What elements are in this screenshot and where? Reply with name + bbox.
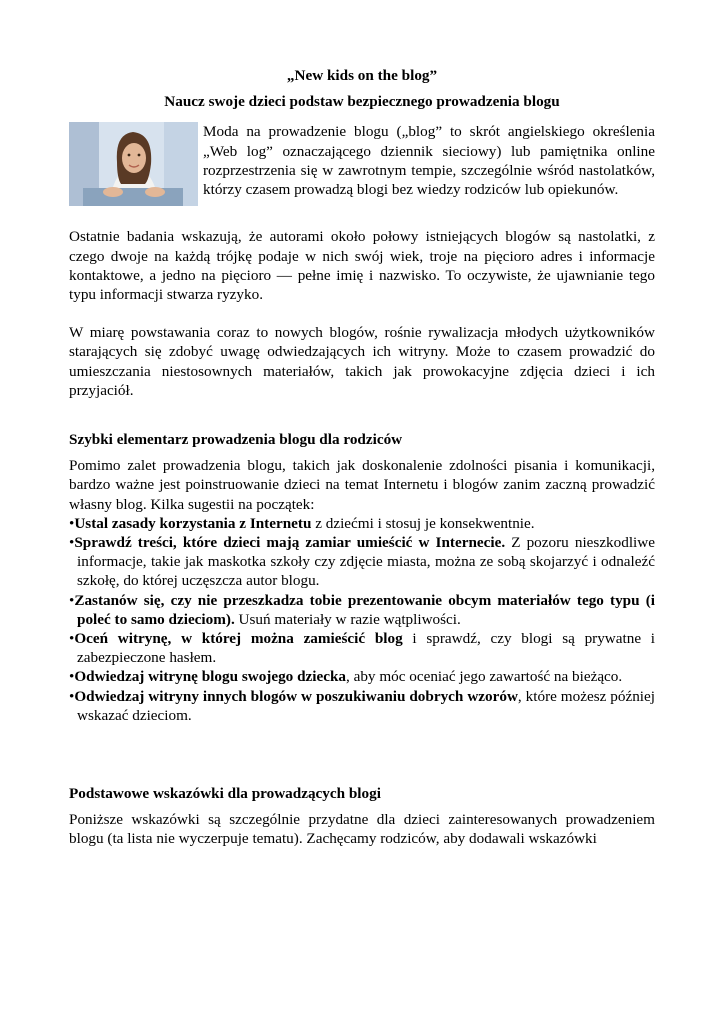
list-item-bold: Oceń witrynę, w której można zamieścić blog bbox=[74, 630, 403, 648]
list-item bbox=[69, 514, 655, 533]
bullet-symbol: • bbox=[69, 591, 75, 609]
list-item-bold: Odwiedzaj witrynę blogu swojego dziecka bbox=[74, 668, 346, 686]
document-subtitle: Naucz swoje dzieci podstaw bezpiecznego prowadzenia blogu bbox=[164, 93, 560, 111]
section-primer-intro: Pomimo zalet prowadzenia blogu, takich jak doskonalenie zdolności pisania i komunikacji, bardzo ważne jest poinstruowanie dzieci na temat Internetu i blogów zanim zaczną prowadzić własny blog. Kilka sugestii na początek: bbox=[69, 457, 655, 513]
list-item bbox=[69, 591, 655, 629]
document-page bbox=[69, 66, 655, 849]
paragraph-statistics: Ostatnie badania wskazują, że autorami około połowy istniejących blogów są nastolatki, z czego dwoje na każdą trójkę podaje w nich swój wiek, troje na pięcioro adres i informacje kontaktowe, a jedno na pięcioro — pełne imię i nazwisko. To oczywiste, że ujawnianie tego typu informacji stwarza ryzyko. bbox=[69, 228, 655, 304]
list-item-bold: Zastanów się, czy nie przeszkadza tobie prezentowanie obcym materiałów tego typu (i poleć to samo dzieciom). bbox=[74, 591, 655, 628]
list-item bbox=[69, 629, 655, 667]
list-item-text: Usuń materiały w razie wątpliwości. bbox=[234, 610, 461, 628]
paragraph-rivalry: W miarę powstawania coraz to nowych blogów, rośnie rywalizacja młodych użytkowników starających się zdobyć uwagę odwiedzających ich witryny. Może to czasem prowadzić do umieszczania niestosownych materiałów, takich jak prowokacyjne zdjęcia dzieci i ich przyjaciół. bbox=[69, 324, 655, 399]
list-item-text: z dziećmi i stosuj je konsekwentnie. bbox=[311, 514, 535, 532]
intro-block bbox=[69, 122, 655, 208]
section-heading-primer: Szybki elementarz prowadzenia blogu dla rodziców bbox=[69, 431, 403, 449]
list-item-text: Z pozoru nieszkodliwe informacje, takie jak maskotka szkoły czy zdjęcie miasta, można ze sobą skojarzyć i odnaleźć szkołę, do której uczęszcza autor blogu. bbox=[77, 534, 655, 590]
list-item bbox=[69, 687, 655, 725]
list-item bbox=[69, 533, 655, 591]
photo-illustration bbox=[69, 122, 198, 206]
list-item-bold: Ustal zasady korzystania z Internetu bbox=[74, 514, 312, 532]
bullet-symbol: • bbox=[69, 514, 75, 532]
bullet-symbol: • bbox=[69, 668, 75, 686]
bullet-symbol: • bbox=[69, 687, 75, 705]
section-tips-intro: Poniższe wskazówki są szczególnie przydatne dla dzieci zainteresowanych prowadzeniem blogu (ta lista nie wyczerpuje tematu). Zachęcamy rodziców, aby dodawali wskazówki bbox=[69, 811, 655, 848]
list-item-text: , aby móc oceniać jego zawartość na bieżąco. bbox=[346, 668, 623, 686]
girl-at-computer-photo bbox=[69, 122, 198, 206]
list-item-bold: Sprawdź treści, które dzieci mają zamiar umieścić w Internecie. bbox=[74, 534, 506, 552]
intro-paragraph: Moda na prowadzenie blogu („blog” to skrót angielskiego określenia „Web log” oznaczającego dziennik sieciowy) lub pamiętnika online rozprzestrzenia się w zawrotnym tempie, szczególnie wśród nastolatków, którzy czasem prowadzą blogi bez wiedzy rodziców lub opiekunów. bbox=[203, 123, 655, 199]
bullet-symbol: • bbox=[69, 534, 75, 552]
bullet-symbol: • bbox=[69, 630, 75, 648]
document-title: „New kids on the blog” bbox=[286, 67, 438, 84]
list-item-bold: Odwiedzaj witryny innych blogów w poszukiwaniu dobrych wzorów bbox=[74, 687, 518, 705]
section-heading-tips: Podstawowe wskazówki dla prowadzących blogi bbox=[69, 785, 381, 803]
list-item bbox=[69, 667, 655, 686]
list-item-text: i sprawdź, czy blogi są prywatne i zabezpieczone hasłem. bbox=[77, 630, 656, 667]
list-item-text: , które możesz później wskazać dzieciom. bbox=[77, 687, 655, 724]
